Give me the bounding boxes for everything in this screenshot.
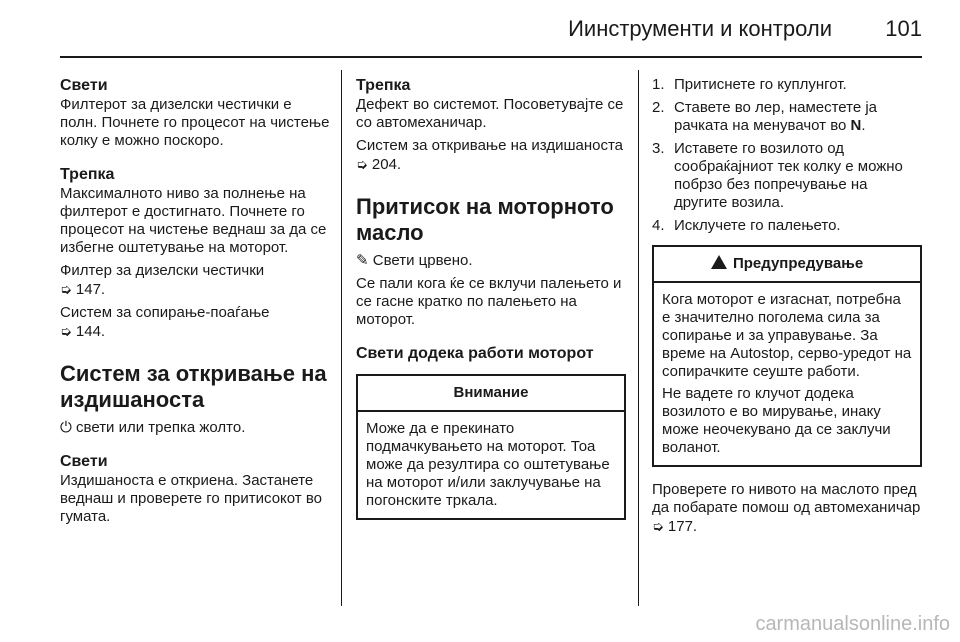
column-2 [356,76,626,520]
paragraph: ⏻ свети или трепка жолто. [60,419,246,436]
column-divider [638,70,639,606]
paragraph: Проверете го нивото на маслото пред да побарате помош од автомеханичар ➭ 177. [652,481,921,535]
chapter-heading: Притисок на моторното масло [356,194,614,245]
page-ref-icon: ➭ [356,156,368,172]
oil-can-icon: ✎ [356,252,369,269]
reference-text: Филтер за дизелски честички [60,262,265,279]
warning-header [654,247,920,283]
page-number: 101 [885,16,922,41]
column-3 [652,76,922,536]
paragraph: Дефект во системот. Посоветувајте се со автомеханичар. [356,96,624,131]
section-heading: Трепка [356,77,411,94]
steps-list [652,76,922,235]
caution-box [356,374,626,520]
section-heading: Трепка [60,166,115,183]
header-rule [60,56,922,58]
reference-page[interactable]: 144. [75,323,106,340]
warning-body [654,283,920,465]
cross-reference [60,262,332,299]
caution-title: Внимание [358,376,624,412]
warning-box [652,245,922,467]
paragraph: ✎ Свети црвено. [356,252,473,269]
page-header [0,0,960,56]
caution-body [358,412,624,518]
section-heading: Свети додека работи моторот [356,345,594,362]
reference-page[interactable]: 177. [667,518,698,535]
cross-reference [356,137,626,174]
warning-triangle-icon [711,255,727,269]
section-heading: Свети [60,453,108,470]
reference-text: Систем за откривање на издишаноста [356,137,624,154]
chapter-heading: Систем за откривање на издишаноста [60,361,327,412]
page-ref-icon: ➭ [60,323,72,339]
section-heading: Свети [60,77,108,94]
warning-text: Не вадете го клучот додека возилото е во мирување, инаку може неочекувано да се заклучи воланот. [662,385,891,456]
page-ref-icon: ➭ [652,518,664,534]
list-item: 2. Ставете во лер, наместете ја рачката на менувачот во N. [652,99,878,134]
cross-reference [60,304,332,341]
watermark: carmanualsonline.info [755,613,950,635]
column-divider [341,70,342,606]
warning-title: Предупредување [732,255,864,272]
caution-text: Може да е прекинато подмачкувањето на моторот. Тоа може да резултира со оштетување на моторот и/или заклучување на погонските тркала. [366,420,610,509]
paragraph: Максималното ниво за полнење на филтерот е достигнато. Почнете го процесот на чистење веднаш за да се избегне оштетување на моторот. [60,185,327,256]
warning-text: Кога моторот е изгаснат, потребна е значително поголема сила за сопирање и за управување. За време на Autostop, серво-уредот на сопирачките сеуште работи. [662,291,912,380]
tire-pressure-warning-icon: ⏻ [60,419,72,436]
reference-page[interactable]: 147. [75,281,106,298]
column-1 [60,76,332,526]
list-item: 3. Иставете го возилото од сообраќајниот тек колку е можно побрзо без попречување на другите возила. [652,140,903,211]
page-ref-icon: ➭ [60,281,72,297]
paragraph: Филтерот за дизелски честички е полн. Почнете го процесот на чистење колку е можно поскоро. [60,96,330,149]
paragraph: Се пали кога ќе се вклучи палењето и се гасне кратко по палењето на моторот. [356,275,622,328]
list-item: 4. Исклучете го палењето. [652,217,841,234]
paragraph: Издишаноста е откриена. Застанете веднаш и проверете го притисокот во гумата. [60,472,322,525]
page-title: Иинструменти и контроли [568,16,832,41]
reference-page[interactable]: 204. [371,156,402,173]
reference-text: Систем за сопирање-поаѓање [60,304,270,321]
list-item: 1. Притиснете го куплунгот. [652,76,847,93]
